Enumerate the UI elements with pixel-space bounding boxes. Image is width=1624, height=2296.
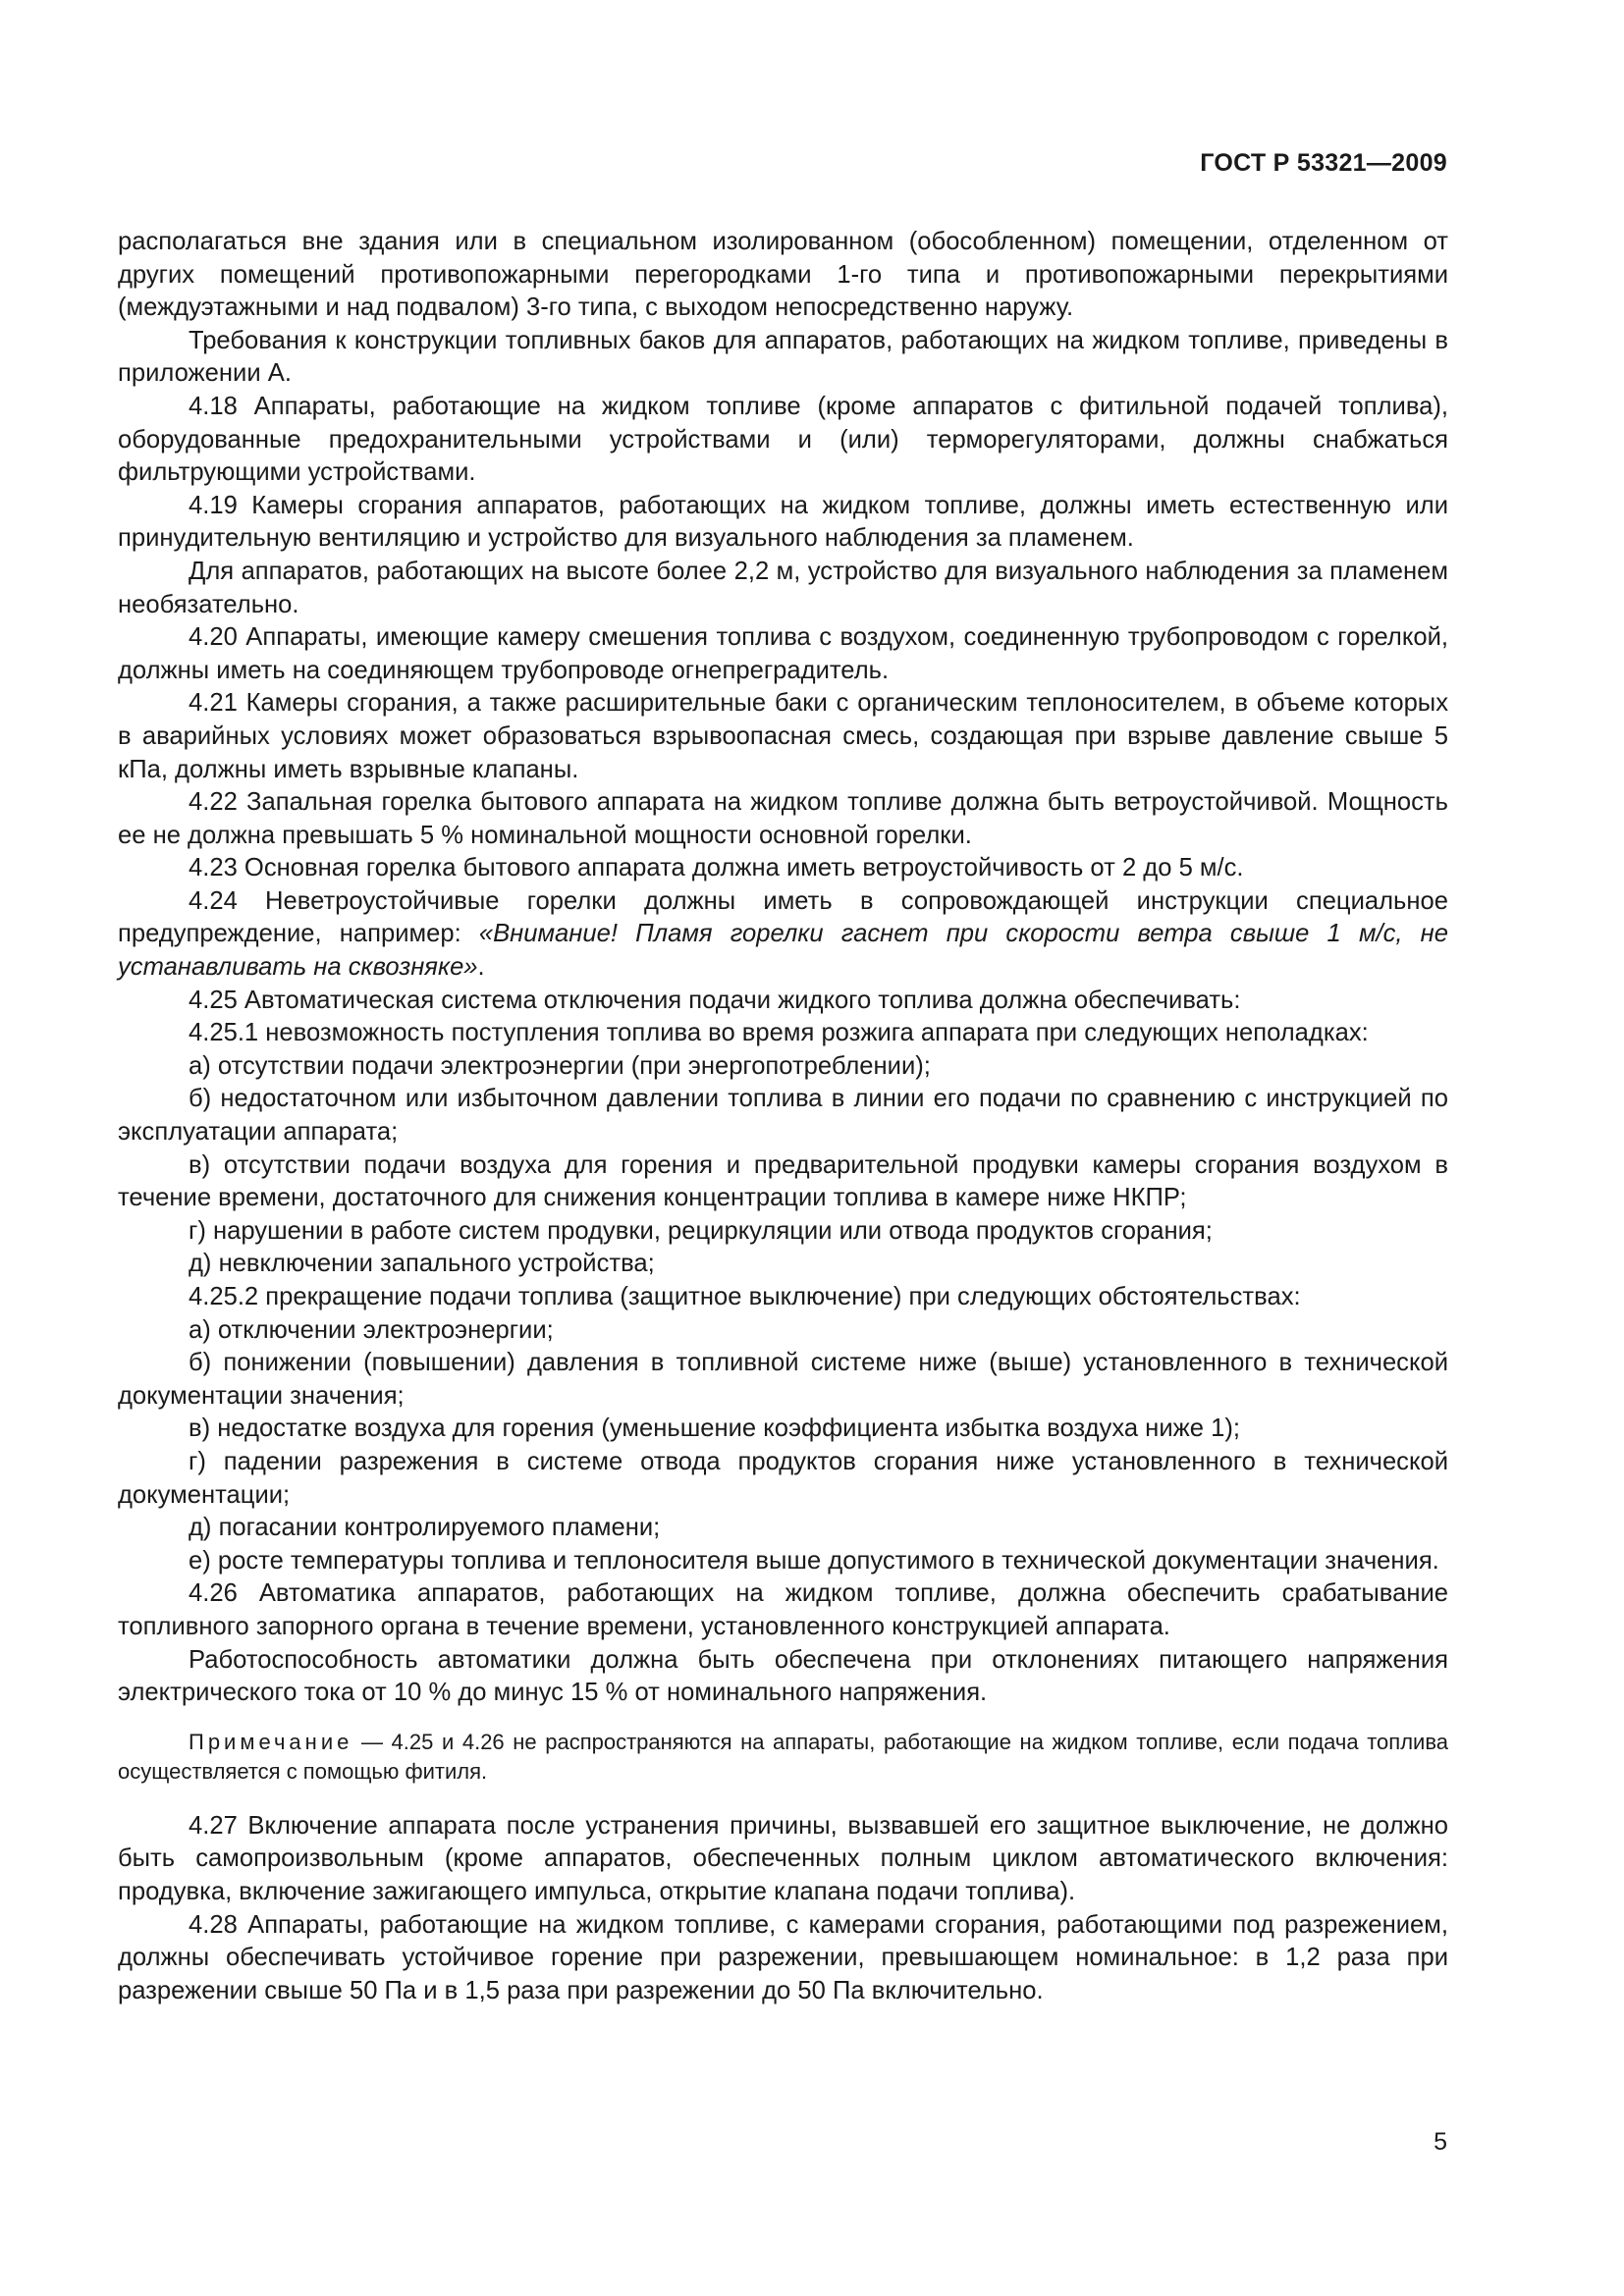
list-item: е) росте температуры топлива и теплоносителя выше допустимого в технической документации значения. <box>189 1546 1439 1575</box>
list-item: а) отсутствии подачи электроэнергии (при энергопотреблении); <box>189 1051 931 1080</box>
paragraph: 4.20 Аппараты, имеющие камеру смешения топлива с воздухом, соединенную трубопроводом с горелкой, должны иметь на соединяющем трубопроводе огнепреградитель. <box>118 623 1448 684</box>
paragraph: 4.26 Автоматика аппаратов, работающих на жидком топливе, должна обеспечить срабатывание топливного запорного органа в течение времени, установленного конструкцией аппарата. <box>118 1579 1448 1640</box>
paragraph-text: 4.24 Неветроустойчивые горелки должны иметь в сопровождающей инструкции специальное предупреждение, например: <box>118 886 1448 948</box>
page-number: 5 <box>1434 2128 1447 2156</box>
paragraph: 4.22 Запальная горелка бытового аппарата на жидком топливе должна быть ветроустойчивой. Мощность ее не должна превышать 5 % номинальной мощности основной горелки. <box>118 788 1448 849</box>
paragraph: 4.25.1 невозможность поступления топлива во время розжига аппарата при следующих неполадках: <box>189 1019 1369 1047</box>
list-item: д) погасании контролируемого пламени; <box>189 1514 661 1542</box>
list-item: г) нарушении в работе систем продувки, рециркуляции или отвода продуктов сгорания; <box>189 1216 1213 1245</box>
paragraph-tail: . <box>477 953 485 982</box>
paragraph: Требования к конструкции топливных баков для аппаратов, работающих на жидком топливе, приведены в приложении А. <box>118 326 1448 388</box>
paragraph: 4.23 Основная горелка бытового аппарата должна иметь ветроустойчивость от 2 до 5 м/с. <box>189 854 1244 882</box>
italic-warning-quote: «Внимание! Пламя горелки гаснет при скорости ветра свыше 1 м/с, не устанавливать на сквозняке» <box>118 920 1448 982</box>
note-text: — 4.25 и 4.26 не распространяются на аппараты, работающие на жидком топливе, если подача топлива осуществляется с помощью фитиля. <box>118 1729 1448 1784</box>
paragraph: 4.28 Аппараты, работающие на жидком топливе, с камерами сгорания, работающими под разрежением, должны обеспечивать устойчивое горение при разрежении, превышающем номинальное: в 1,2 раза при разрежении свыше 50 Па и в 1,5 раза при разрежении до 50 Па включительно. <box>118 1910 1448 2004</box>
paragraph: располагаться вне здания или в специальном изолированном (обособленном) помещении, отделенном от других помещений противопожарными перегородками 1-го типа и противопожарными перекрытиями (междуэтажными и над подвалом) 3-го типа, с выходом непосредственно наружу. <box>118 228 1448 322</box>
list-item: д) невключении запального устройства; <box>189 1250 655 1278</box>
note-label: Примечание <box>189 1729 353 1754</box>
list-item: в) отсутствии подачи воздуха для горения и предварительной продувки камеры сгорания воздухом в течение времени, достаточного для снижения концентрации топлива в камере ниже НКПР; <box>118 1150 1448 1212</box>
paragraph: Для аппаратов, работающих на высоте более 2,2 м, устройство для визуального наблюдения за пламенем необязательно. <box>118 557 1448 618</box>
paragraph: 4.25 Автоматическая система отключения подачи жидкого топлива должна обеспечивать: <box>189 986 1241 1014</box>
document-header-id: ГОСТ Р 53321—2009 <box>1200 149 1447 177</box>
list-item: б) недостаточном или избыточном давлении топлива в линии его подачи по сравнению с инструкцией по эксплуатации аппарата; <box>118 1085 1448 1147</box>
list-item: б) понижении (повышении) давления в топливной системе ниже (выше) установленного в технической документации значения; <box>118 1349 1448 1410</box>
note <box>118 1728 1448 1787</box>
list-item: г) падении разрежения в системе отвода продуктов сгорания ниже установленного в технической документации; <box>118 1447 1448 1509</box>
paragraph: 4.27 Включение аппарата после устранения причины, вызвавшей его защитное выключение, не должно быть самопроизвольным (кроме аппаратов, обеспеченных полным циклом автоматического включения: продувка, включение зажигающего импульса, открытие клапана подачи топлива). <box>118 1811 1448 1905</box>
paragraph: 4.25.2 прекращение подачи топлива (защитное выключение) при следующих обстоятельствах: <box>189 1283 1301 1310</box>
list-item: в) недостатке воздуха для горения (уменьшение коэффициента избытка воздуха ниже 1); <box>189 1415 1240 1443</box>
document-body <box>118 226 1448 2007</box>
list-item: а) отключении электроэнергии; <box>189 1315 554 1344</box>
paragraph: 4.21 Камеры сгорания, а также расширительные баки с органическим теплоносителем, в объеме которых в аварийных условиях может образоваться взрывоопасная смесь, создающая при взрыве давление свыше 5 кПа, должны иметь взрывные клапаны. <box>118 689 1448 783</box>
paragraph-with-italic-quote <box>118 885 1448 985</box>
paragraph: Работоспособность автоматики должна быть обеспечена при отклонениях питающего напряжения электрического тока от 10 % до минус 15 % от номинального напряжения. <box>118 1645 1448 1707</box>
paragraph: 4.18 Аппараты, работающие на жидком топливе (кроме аппаратов с фитильной подачей топлива), оборудованные предохранительными устройствами и (или) терморегуляторами, должны снабжаться фильтрующими устройствами. <box>118 392 1448 487</box>
paragraph: 4.19 Камеры сгорания аппаратов, работающих на жидком топливе, должны иметь естественную или принудительную вентиляцию и устройство для визуального наблюдения за пламенем. <box>118 491 1448 553</box>
